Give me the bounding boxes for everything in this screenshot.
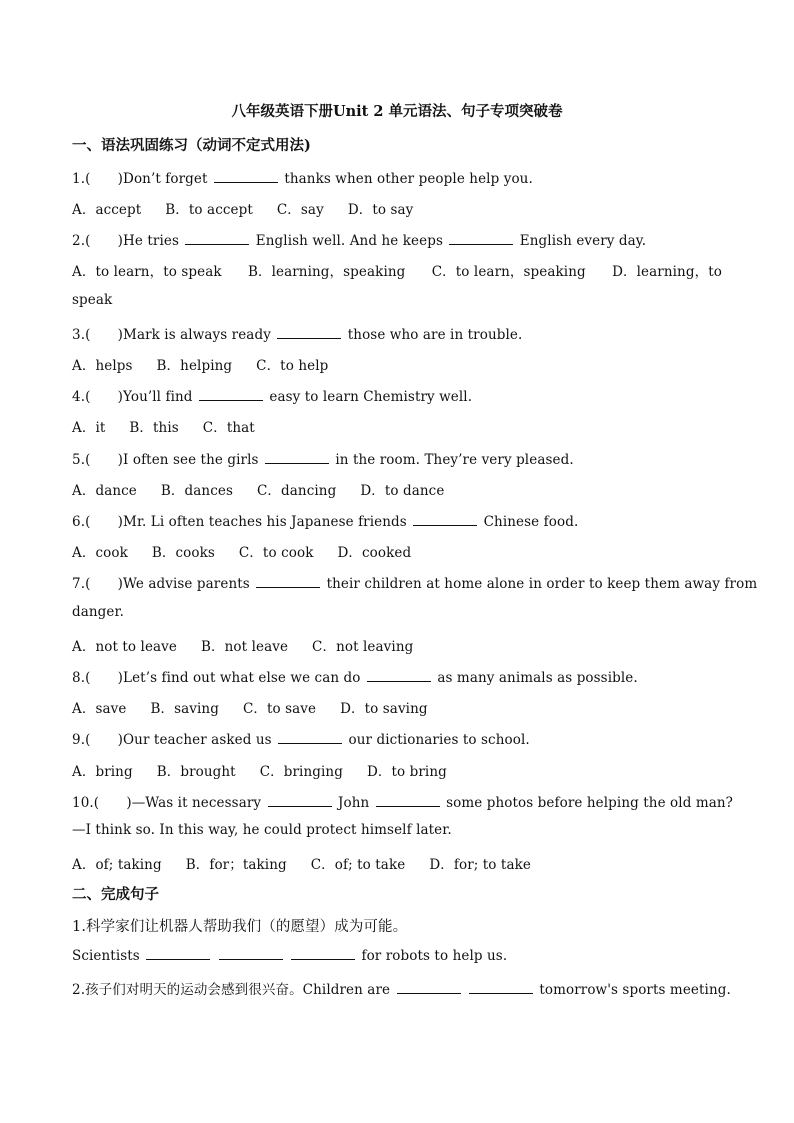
options-9 [72,760,471,780]
question-text: as many animals as possible. [437,670,638,686]
section-1-heading: 一、语法巩固练习（动词不定式用法) [72,137,311,154]
options-2-continued: speak [72,292,113,308]
question-10-reply: —I think so. In this way, he could protect himself later. [72,822,452,838]
question-1 [72,167,533,187]
answer-blank[interactable] [219,947,283,960]
option: A．cook [72,545,128,561]
answer-blank[interactable] [146,947,210,960]
answer-blank[interactable] [291,947,355,960]
question-9 [72,728,530,748]
options-10 [72,853,555,873]
sentence-1-english [72,947,507,964]
sentence-text: 2.孩子们对明天的运动会感到很兴奋。Children are [72,982,391,998]
question-text: Let’s find out what else we can do [123,670,361,686]
question-number: 3.( ) [72,327,124,343]
answer-blank[interactable] [185,232,249,245]
question-3 [72,323,522,343]
option: B．for；taking [185,857,287,873]
question-2 [72,229,646,249]
option: B．brought [156,764,236,780]
question-text: Mr. Li often teaches his Japanese friends [123,514,407,530]
option: C．to help [256,358,329,374]
answer-blank[interactable] [278,731,342,744]
question-text: in the room. They’re very pleased. [335,452,574,468]
option: A．save [72,701,127,717]
options-4 [72,416,279,436]
question-text: You’ll find [123,389,193,405]
option: B．to accept [165,202,253,218]
question-number: 10.( ) [72,795,132,811]
question-number: 4.( ) [72,389,124,405]
question-number: 9.( ) [72,732,124,748]
options-8 [72,697,452,717]
question-text: those who are in trouble. [347,327,523,343]
option: C．that [202,420,255,436]
question-number: 7.( ) [72,576,124,592]
option: C．of; to take [310,857,406,873]
answer-blank[interactable] [376,794,440,807]
question-text: easy to learn Chemistry well. [269,389,473,405]
question-7 [72,572,757,592]
question-text: Don’t forget [123,171,208,187]
answer-blank[interactable] [449,232,513,245]
sentence-text: tomorrow's sports meeting. [539,982,731,998]
option: A．it [72,420,106,436]
option: B．not leave [201,639,289,655]
sentence-2 [72,978,731,998]
question-text: Our teacher asked us [123,732,272,748]
page-title: 八年级英语下册Unit 2 单元语法、句子专项突破卷 [231,103,563,120]
section-2-heading: 二、完成句子 [72,886,159,903]
options-5 [72,479,468,499]
option: B．saving [150,701,219,717]
answer-blank[interactable] [277,326,341,339]
sentence-1-chinese: 1.科学家们让机器人帮助我们（的愿望）成为可能。 [72,919,408,935]
answer-blank[interactable] [268,794,332,807]
question-text: I often see the girls [123,452,259,468]
option: B．this [129,420,179,436]
sentence-text: for robots to help us. [361,948,508,964]
question-number: 1.( ) [72,171,124,187]
question-text: our dictionaries to school. [348,732,530,748]
question-text: their children at home alone in order to keep them away from [326,576,758,592]
answer-blank[interactable] [199,388,263,401]
option: C．say [276,202,324,218]
question-text: Chinese food. [483,514,579,530]
question-8 [72,666,638,686]
answer-blank[interactable] [367,669,431,682]
options-7 [72,635,437,655]
option: B．cooks [151,545,215,561]
answer-blank[interactable] [214,170,278,183]
option: A．of; taking [72,857,162,873]
options-2: A．to learn，to speak B．learning，speaking C．to learn，speaking D．learning，to [72,264,722,280]
answer-blank[interactable] [397,981,461,994]
question-number: 2.( ) [72,233,124,249]
answer-blank[interactable] [413,513,477,526]
options-3 [72,354,352,374]
option: A．bring [72,764,133,780]
question-number: 5.( ) [72,452,124,468]
options-6 [72,541,435,561]
option: B．helping [156,358,233,374]
option: D．to dance [360,483,445,499]
option: A．not to leave [72,639,178,655]
question-6 [72,510,578,530]
answer-blank[interactable] [469,981,533,994]
option: C．bringing [259,764,343,780]
question-text: thanks when other people help you. [284,171,533,187]
sentence-text: Scientists [72,948,140,964]
answer-blank[interactable] [265,451,329,464]
question-text: Mark is always ready [123,327,271,343]
question-text: —Was it necessary [131,795,262,811]
option: D．to saving [340,701,428,717]
option: D．cooked [337,545,412,561]
question-text: He tries [123,233,179,249]
option: C．to save [242,701,317,717]
option: D．for; to take [429,857,531,873]
question-text: English every day. [519,233,647,249]
options-1 [72,198,437,218]
question-10 [72,791,733,811]
option: D．to say [347,202,414,218]
question-text: John [337,795,370,811]
option: C．not leaving [312,639,414,655]
question-4 [72,385,472,405]
option: A．dance [72,483,137,499]
option: A．helps [72,358,133,374]
option: B．dances [160,483,233,499]
question-number: 6.( ) [72,514,124,530]
question-number: 8.( ) [72,670,124,686]
answer-blank[interactable] [256,575,320,588]
option: C．to cook [238,545,314,561]
option: C．dancing [256,483,337,499]
question-5 [72,448,574,468]
option: D．to bring [366,764,447,780]
question-7-continued: danger. [72,604,124,620]
question-text: We advise parents [123,576,250,592]
question-text: English well. And he keeps [255,233,443,249]
question-text: some photos before helping the old man? [446,795,734,811]
option: A．accept [72,202,142,218]
